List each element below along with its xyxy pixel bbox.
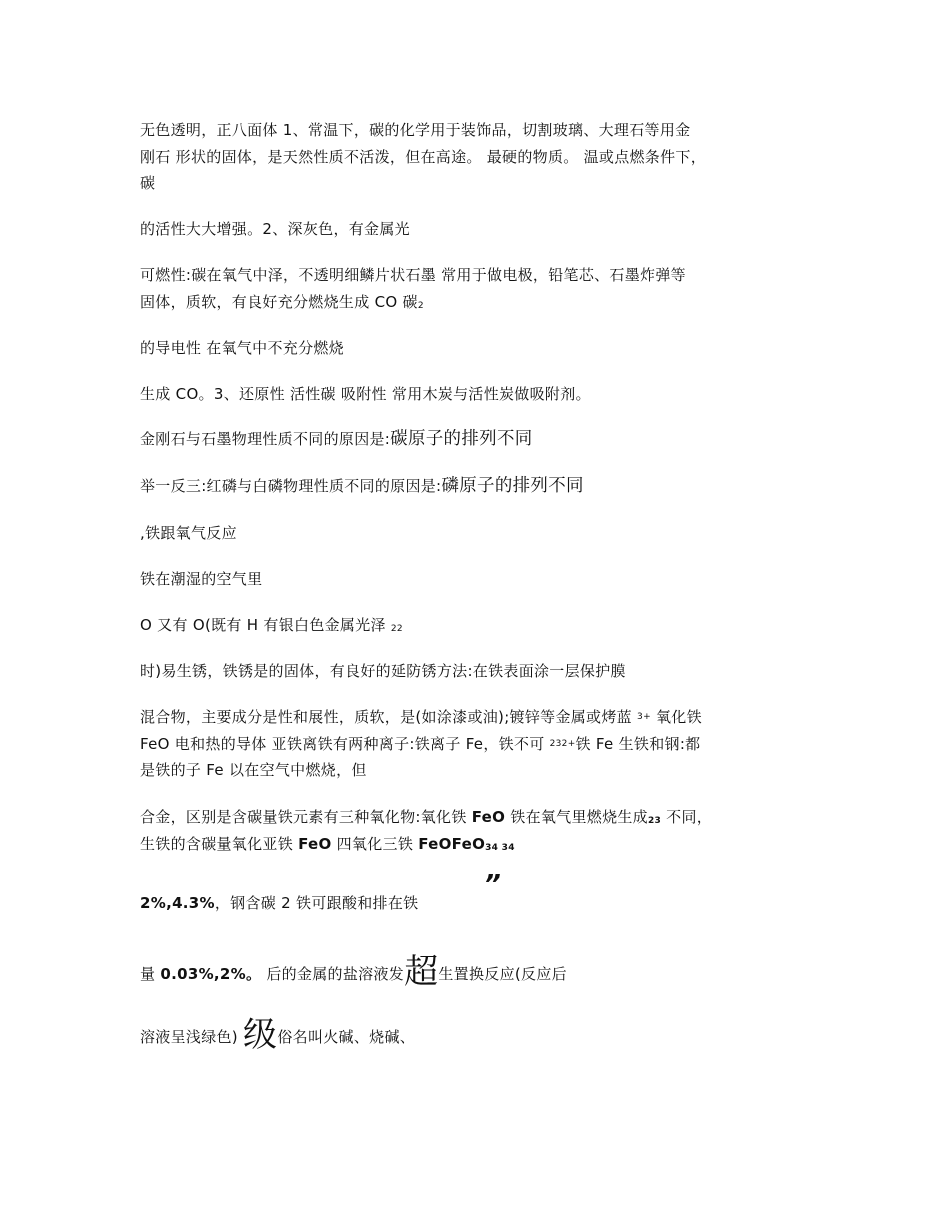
percent-text: 2%,4.3% <box>140 894 215 912</box>
text-span: 合金，区别是含碳量铁元素有三种氧化物:氧化铁 <box>140 808 472 826</box>
formula-text: FeO <box>298 835 332 853</box>
emphasis-text: 碳原子的排列不同 <box>390 429 533 449</box>
text-span: ，钢含碳 2 铁可跟酸和排在铁 <box>214 894 419 912</box>
para-phosphorus-reason <box>140 473 830 499</box>
text-span: 氧化铁 <box>650 708 702 726</box>
para-iron-oxides-line2 <box>140 831 830 861</box>
para-rust <box>140 658 830 684</box>
text-span: 生铁的含碳量氧化亚铁 <box>140 835 299 853</box>
para-conductivity-line <box>140 335 830 361</box>
para-iron-oxides-line1 <box>140 804 830 834</box>
subscript: 22 <box>390 624 403 634</box>
para-diamond-line3 <box>140 170 830 196</box>
quote-mark: ” <box>484 870 501 900</box>
para-caustic-soda <box>140 1015 830 1055</box>
emphasis-text: 磷原子的排列不同 <box>441 476 584 496</box>
subscript: 2 <box>417 301 424 311</box>
para-combustion-line1 <box>140 262 830 288</box>
text-span: 的活性大大增强。2、深灰色，有金属光 <box>140 220 410 238</box>
text-span: 混合物，主要成分是性和展性，质软，是(如涂漆或油);镀锌等金属或烤蓝 <box>140 708 632 726</box>
formula-text: FeO <box>471 808 506 826</box>
para-iron-oxygen <box>140 520 830 546</box>
text-span: 俗名叫火碱、烧碱、 <box>277 1028 416 1046</box>
para-displacement <box>140 952 830 992</box>
formula-text: FeOFeO <box>418 835 486 853</box>
watermark-char: 级 <box>243 1015 278 1055</box>
percent-text: 0.03%,2%。 <box>160 965 262 983</box>
text-span: 金刚石与石墨物理性质不同的原因是: <box>140 430 391 448</box>
text-span: 溶液呈浅绿色) <box>140 1028 244 1046</box>
text-span: 可燃性:碳在氧气中泽，不透明细鳞片状石墨 常用于做电极，铅笔芯、石墨炸弹等 <box>140 266 686 284</box>
text-span: 是铁的子 Fe 以在空气中燃烧，但 <box>140 761 367 779</box>
para-carbon-content <box>140 890 830 916</box>
text-span: 铁在氧气里燃烧生成 <box>505 808 648 826</box>
para-iron-ions-line1 <box>140 704 830 730</box>
para-diamond-line2 <box>140 144 830 170</box>
text-span: 铁 Fe 生铁和钢:都 <box>575 735 701 753</box>
text-span: 四氧化三铁 <box>331 835 419 853</box>
para-iron-ions-line3 <box>140 757 830 783</box>
text-span: 后的金属的盐溶液发 <box>261 965 405 983</box>
text-span: FeO 电和热的导体 亚铁离铁有两种离子:铁离子 Fe，铁不可 <box>140 735 545 753</box>
text-span: ,铁跟氧气反应 <box>140 524 237 542</box>
para-graphite-line <box>140 216 830 242</box>
text-span: 时)易生锈，铁锈是的固体，有良好的延防锈方法:在铁表面涂一层保护膜 <box>140 662 626 680</box>
text-span: 生成 CO。3、还原性 活性碳 吸附性 常用木炭与活性炭做吸附剂。 <box>140 385 591 403</box>
para-carbon-reason <box>140 426 830 452</box>
text-span: 举一反三:红磷与白磷物理性质不同的原因是: <box>140 477 442 495</box>
para-iron-ions-line2 <box>140 731 830 757</box>
para-diamond-line1 <box>140 117 830 143</box>
superscript: 3+ <box>637 712 651 722</box>
text-span: 的导电性 在氧气中不充分燃烧 <box>140 339 344 357</box>
subscript: 23 <box>647 816 662 826</box>
subscript: 34 34 <box>485 843 515 853</box>
watermark-char: 超 <box>404 952 439 992</box>
para-combustion-line2 <box>140 289 830 319</box>
text-span: O 又有 O(既有 H 有银白色金属光泽 <box>140 616 386 634</box>
text-span: 生置换反应(反应后 <box>438 965 567 983</box>
text-span: 不同， <box>661 808 713 826</box>
para-reduction-line <box>140 381 830 407</box>
para-iron-humid <box>140 566 830 592</box>
text-span: 碳 <box>140 174 156 192</box>
text-span: 刚石 形状的固体，是天然性质不活泼，但在高途。 最硬的物质。 温或点燃条件下， <box>140 148 707 166</box>
text-span: 无色透明，正八面体 1、常温下，碳的化学用于装饰品，切割玻璃、大理石等用金 <box>140 121 691 139</box>
text-span: 量 <box>140 965 161 983</box>
superscript: 232+ <box>549 739 576 749</box>
text-span: 固体，质软，有良好充分燃烧生成 CO 碳 <box>140 293 418 311</box>
para-iron-luster <box>140 612 830 642</box>
text-span: 铁在潮湿的空气里 <box>140 570 263 588</box>
